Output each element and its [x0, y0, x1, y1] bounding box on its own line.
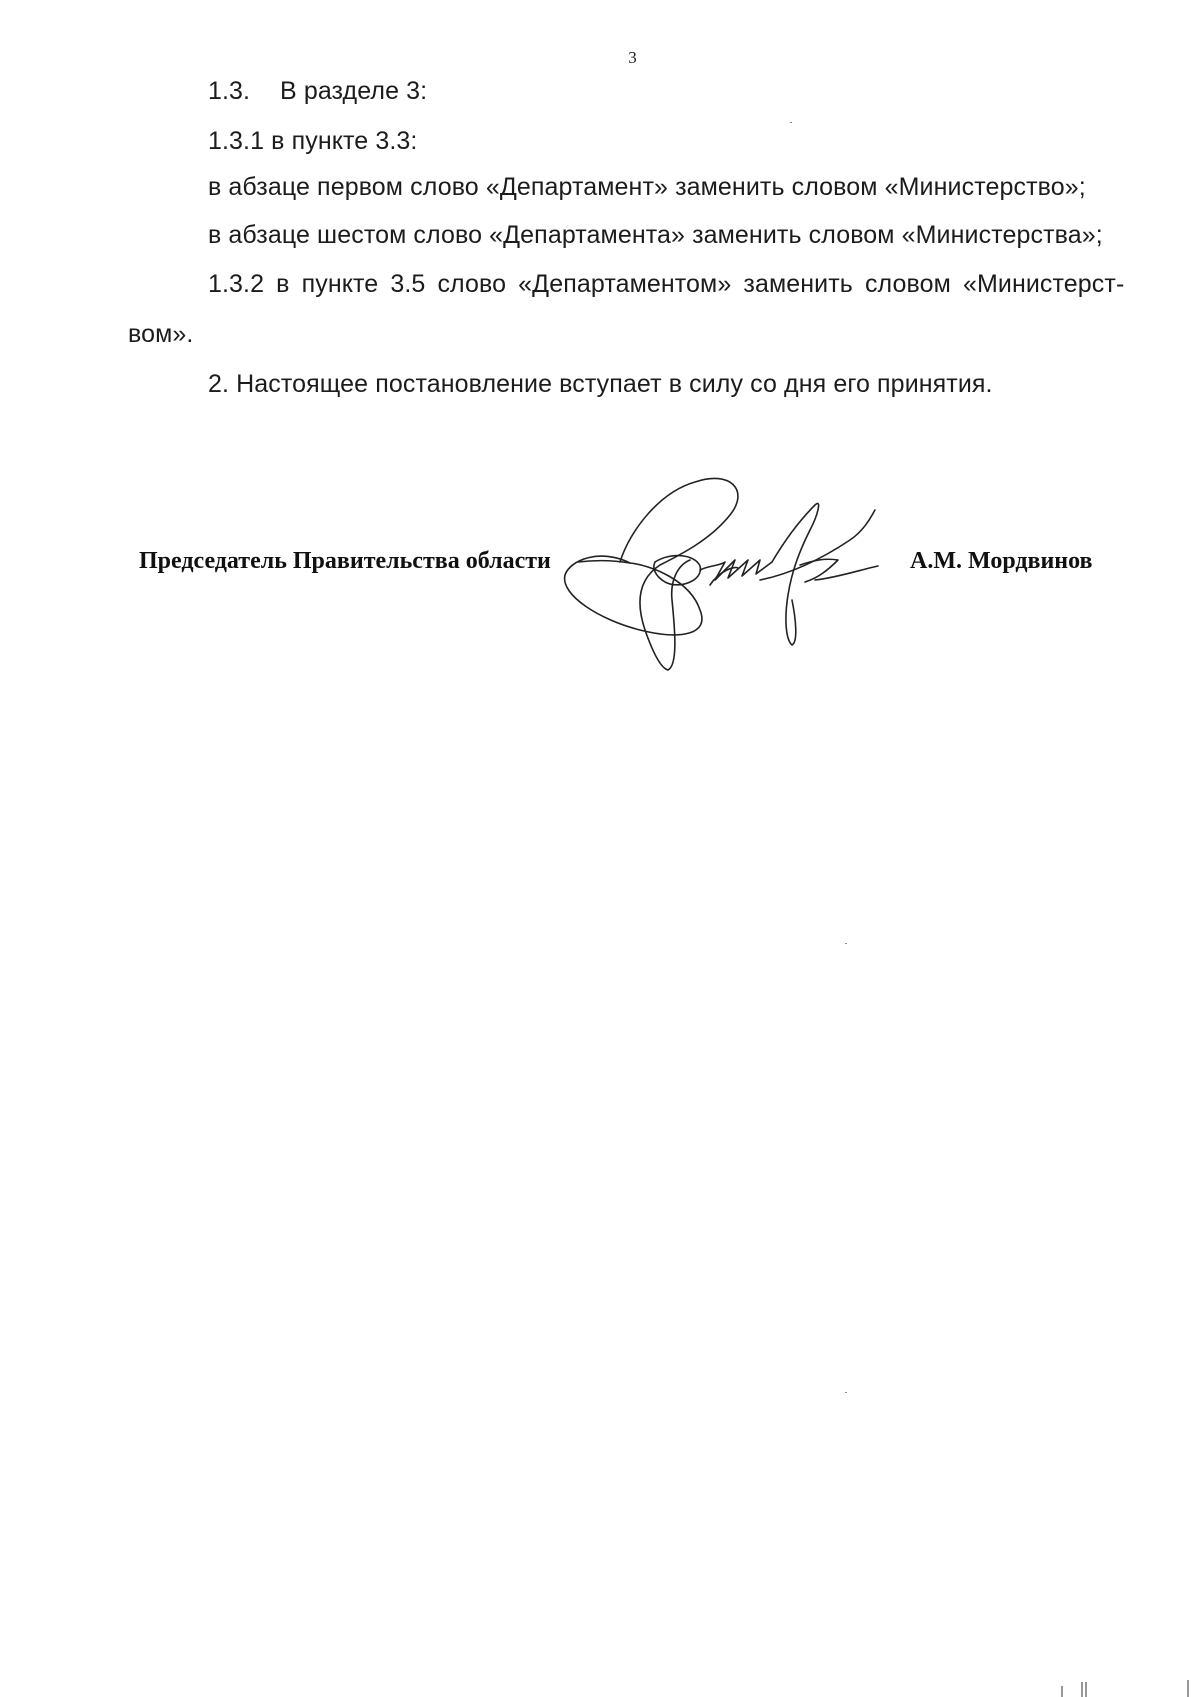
paragraph-1-3-2-line2: вом». [128, 320, 194, 348]
scan-speck [845, 1392, 847, 1393]
paragraph-effective-date: 2. Настоящее постановление вступает в силу со дня его принятия. [208, 370, 993, 398]
paragraph-1-3-text: В разделе 3: [280, 77, 428, 105]
paragraph-sixth-indent: в абзаце шестом слово «Департамента» заменить словом «Министерства»; [208, 221, 1103, 249]
scan-edge-marks [1050, 1680, 1190, 1697]
paragraph-first-indent: в абзаце первом слово «Департамент» заменить словом «Министерство»; [208, 173, 1086, 201]
signatory-name: А.М. Мордвинов [910, 548, 1093, 574]
page-number: 3 [628, 48, 637, 67]
paragraph-1-3-number: 1.3. [208, 77, 251, 105]
paragraph-1-3-1: 1.3.1 в пункте 3.3: [208, 127, 418, 155]
paragraph-1-3 [208, 77, 427, 106]
paragraph-1-3-2-line1: 1.3.2 в пункте 3.5 слово «Департаментом» заменить словом «Министерст- [208, 270, 1125, 298]
scan-speck [845, 943, 847, 944]
scan-speck [790, 122, 792, 123]
signatory-position: Председатель Правительства области [139, 548, 551, 574]
handwritten-signature [560, 470, 940, 680]
